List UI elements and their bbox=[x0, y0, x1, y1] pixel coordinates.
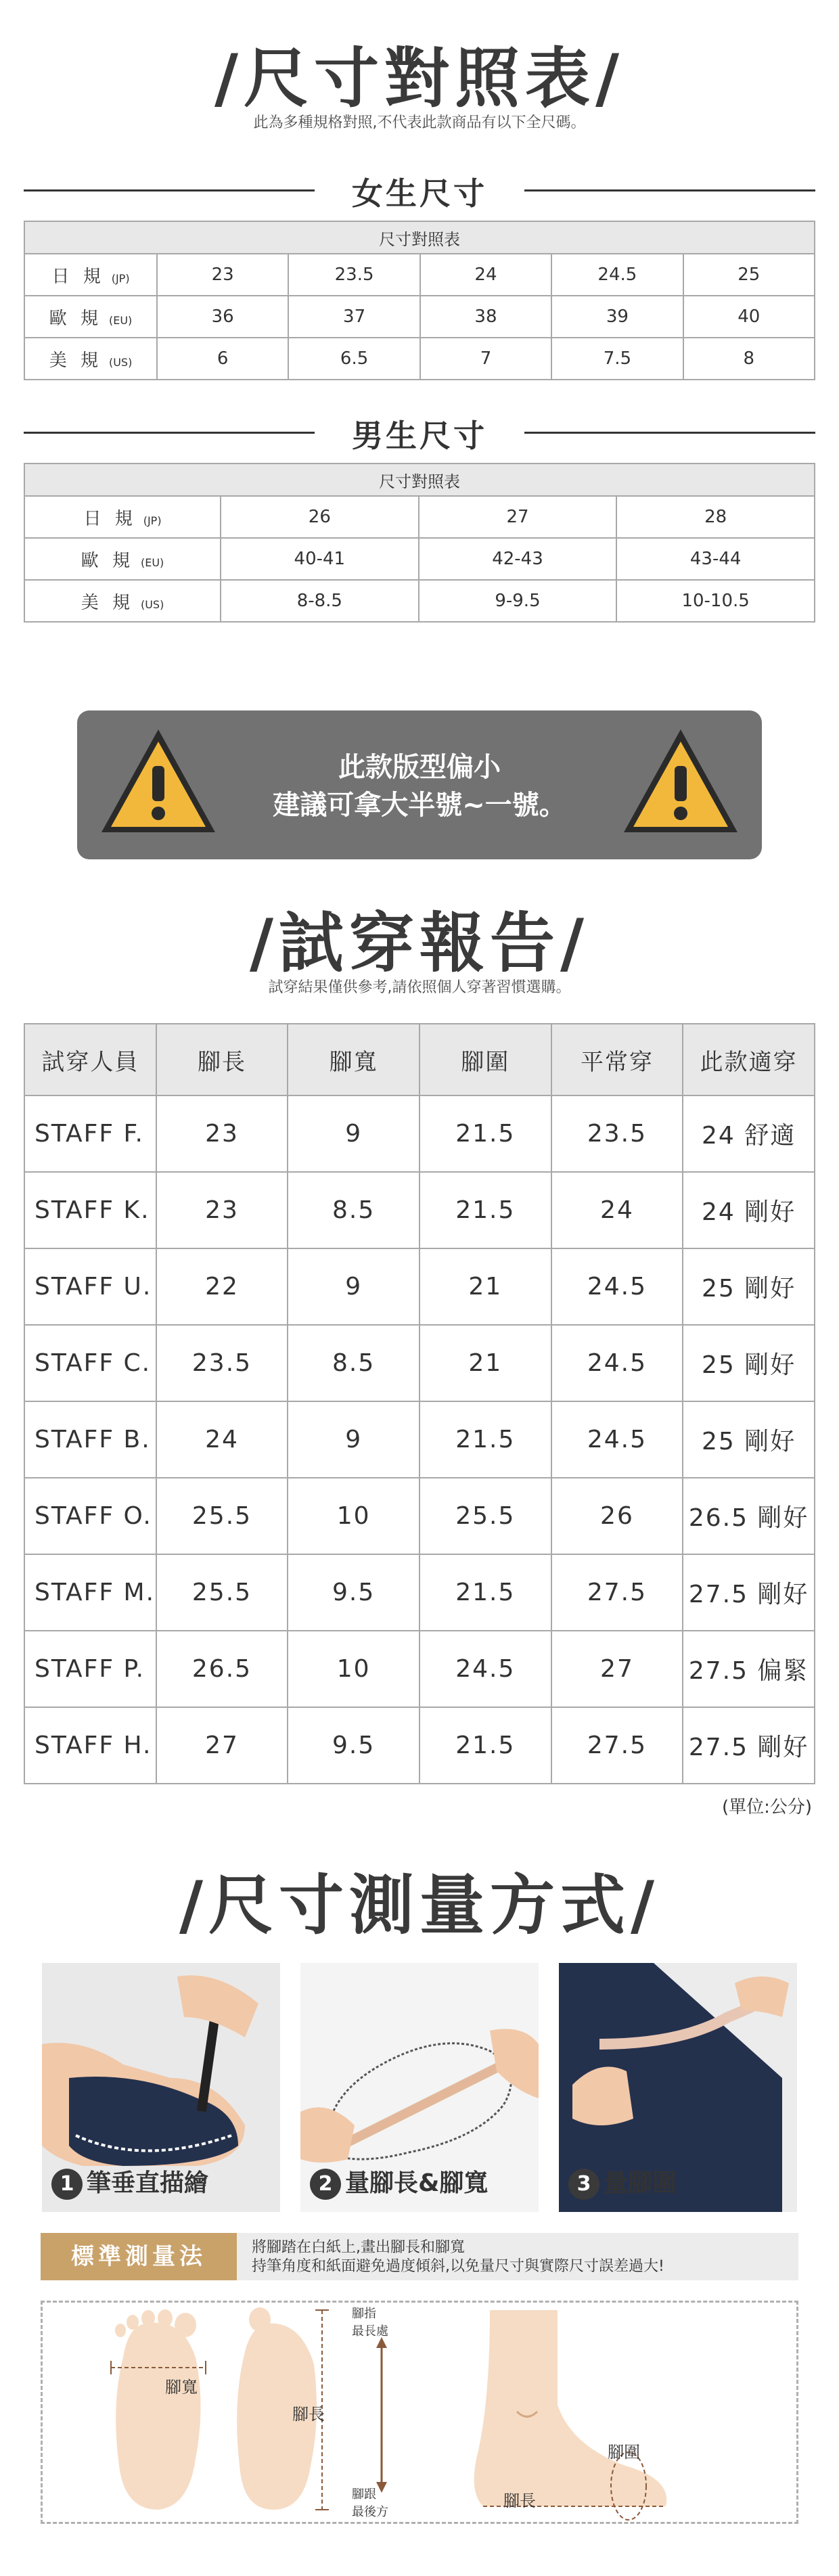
standard-method-text bbox=[252, 2238, 664, 2276]
size-chart-title: /尺寸對照表/ bbox=[214, 40, 625, 116]
table-row bbox=[24, 1401, 815, 1478]
row-code: (JP) bbox=[111, 271, 130, 285]
table-row bbox=[24, 1554, 815, 1631]
table-cell: 9 bbox=[288, 1095, 420, 1172]
column-header: 此款適穿 bbox=[683, 1024, 815, 1095]
row-code: (US) bbox=[108, 355, 133, 369]
table-cell: 24.5 bbox=[551, 1401, 683, 1478]
table-cell: 25 剛好 bbox=[683, 1325, 815, 1401]
staff-name: STAFF M. bbox=[24, 1554, 156, 1631]
table-cell: 43-44 bbox=[616, 538, 815, 580]
staff-name: STAFF K. bbox=[24, 1172, 156, 1248]
step-caption bbox=[51, 2164, 208, 2200]
step-label: 量腳長&腳寬 bbox=[345, 2169, 489, 2197]
men-heading: 男生尺寸 bbox=[352, 417, 487, 454]
table-row bbox=[24, 1631, 815, 1707]
women-section-header bbox=[24, 169, 815, 210]
step-number: 2 bbox=[310, 2169, 341, 2200]
table-cell: 23.5 bbox=[288, 254, 420, 296]
row-label: 日 規 bbox=[51, 266, 105, 287]
table-row bbox=[24, 580, 815, 622]
table-cell: 24.5 bbox=[551, 254, 683, 296]
table-row bbox=[24, 1325, 815, 1401]
women-heading: 女生尺寸 bbox=[352, 175, 487, 212]
staff-name: STAFF H. bbox=[24, 1707, 156, 1784]
table-cell: 37 bbox=[288, 296, 420, 338]
row-label: 歐 規 bbox=[49, 308, 102, 329]
measure-photo-1 bbox=[42, 1963, 280, 2212]
table-cell: 7 bbox=[420, 338, 551, 380]
table-cell: 24 bbox=[420, 254, 551, 296]
warning-left-icon bbox=[97, 724, 219, 839]
step-caption bbox=[310, 2164, 488, 2200]
table-cell: 28 bbox=[616, 496, 815, 538]
girth-label: 腳圍 bbox=[608, 2443, 640, 2462]
standard-line-1: 將腳踏在白紙上,畫出腳長和腳寬 bbox=[252, 2239, 465, 2256]
column-header: 腳圍 bbox=[420, 1024, 551, 1095]
measure-title: /尺寸測量方式/ bbox=[179, 1867, 660, 1943]
row-label: 美 規 bbox=[81, 592, 134, 613]
unit-note: (單位:公分) bbox=[721, 1797, 812, 1817]
table-cell: 8.5 bbox=[288, 1325, 420, 1401]
table-cell: 26 bbox=[551, 1478, 683, 1554]
table-cell: 25 剛好 bbox=[683, 1401, 815, 1478]
staff-name: STAFF U. bbox=[24, 1248, 156, 1325]
table-row bbox=[24, 338, 815, 380]
table-row bbox=[24, 1248, 815, 1325]
row-label: 歐 規 bbox=[81, 550, 134, 571]
table-cell: 10 bbox=[288, 1478, 420, 1554]
row-code: (EU) bbox=[108, 313, 133, 327]
table-cell: 36 bbox=[157, 296, 288, 338]
table-row bbox=[24, 1172, 815, 1248]
row-code: (JP) bbox=[143, 514, 162, 527]
table-cell: 25 bbox=[683, 254, 815, 296]
heel-label-line-2: 最後方 bbox=[352, 2505, 388, 2519]
measure-photo-3 bbox=[559, 1963, 797, 2212]
table-cell: 26 bbox=[221, 496, 419, 538]
table-cell: 24.5 bbox=[551, 1248, 683, 1325]
standard-method-tag: 標準測量法 bbox=[41, 2233, 237, 2280]
warning-line-1: 此款版型偏小 bbox=[338, 752, 501, 783]
warning-text bbox=[226, 748, 613, 824]
table-cell: 21.5 bbox=[420, 1172, 551, 1248]
table-cell: 23 bbox=[156, 1172, 288, 1248]
step-label: 筆垂直描繪 bbox=[87, 2169, 209, 2197]
column-header: 平常穿 bbox=[551, 1024, 683, 1095]
table-cell: 10-10.5 bbox=[616, 580, 815, 622]
step-number: 1 bbox=[51, 2169, 83, 2200]
table-cell: 40-41 bbox=[221, 538, 419, 580]
table-header-row bbox=[24, 1024, 815, 1095]
staff-name: STAFF C. bbox=[24, 1325, 156, 1401]
table-cell: 26.5 剛好 bbox=[683, 1478, 815, 1554]
table-row bbox=[24, 254, 815, 296]
table-cell: 26.5 bbox=[156, 1631, 288, 1707]
table-cell: 27.5 bbox=[551, 1554, 683, 1631]
report-subtitle: 試穿結果僅供參考,請依照個人穿著習慣選購。 bbox=[268, 979, 571, 996]
table-cell: 6.5 bbox=[288, 338, 420, 380]
side-length-label: 腳長 bbox=[503, 2491, 536, 2510]
table-cell: 9 bbox=[288, 1401, 420, 1478]
column-header: 試穿人員 bbox=[24, 1024, 156, 1095]
table-cell: 24.5 bbox=[551, 1325, 683, 1401]
table-cell: 24 bbox=[156, 1401, 288, 1478]
toe-label-line-1: 腳指 bbox=[352, 2307, 376, 2321]
row-label: 日 規 bbox=[83, 508, 137, 529]
report-title: /試穿報告/ bbox=[249, 905, 590, 981]
heel-label bbox=[352, 2485, 388, 2520]
table-cell: 8.5 bbox=[288, 1172, 420, 1248]
table-cell: 40 bbox=[683, 296, 815, 338]
table-cell: 23.5 bbox=[551, 1095, 683, 1172]
table-cell: 24 舒適 bbox=[683, 1095, 815, 1172]
table-cell: 39 bbox=[551, 296, 683, 338]
column-header: 腳長 bbox=[156, 1024, 288, 1095]
women-table-caption: 尺寸對照表 bbox=[24, 221, 815, 254]
table-cell: 6 bbox=[157, 338, 288, 380]
women-size-table bbox=[24, 221, 815, 380]
table-cell: 25 剛好 bbox=[683, 1248, 815, 1325]
men-size-table bbox=[24, 463, 815, 623]
heel-label-line-1: 腳跟 bbox=[352, 2487, 376, 2502]
table-cell: 21 bbox=[420, 1248, 551, 1325]
table-cell: 38 bbox=[420, 296, 551, 338]
report-table bbox=[24, 1023, 815, 1784]
step-number: 3 bbox=[568, 2169, 599, 2200]
length-label: 腳長 bbox=[292, 2405, 325, 2424]
table-cell: 25.5 bbox=[156, 1478, 288, 1554]
table-cell: 27.5 剛好 bbox=[683, 1554, 815, 1631]
size-chart-subtitle: 此為多種規格對照,不代表此款商品有以下全尺碼。 bbox=[253, 114, 586, 131]
table-cell: 21.5 bbox=[420, 1401, 551, 1478]
row-code: (EU) bbox=[140, 556, 164, 569]
standard-line-2: 持筆角度和紙面避免過度傾斜,以免量尺寸與實際尺寸誤差過大! bbox=[252, 2258, 664, 2275]
table-cell: 25.5 bbox=[156, 1554, 288, 1631]
men-section-header bbox=[24, 411, 815, 452]
foot-measurement-diagram bbox=[43, 2303, 796, 2521]
row-label: 美 規 bbox=[49, 350, 102, 371]
table-cell: 24 剛好 bbox=[683, 1172, 815, 1248]
warning-right-icon bbox=[620, 724, 742, 839]
step-label: 量腳圍 bbox=[604, 2169, 677, 2197]
table-cell: 27.5 剛好 bbox=[683, 1707, 815, 1784]
table-cell: 7.5 bbox=[551, 338, 683, 380]
table-cell: 21.5 bbox=[420, 1554, 551, 1631]
table-cell: 25.5 bbox=[420, 1478, 551, 1554]
table-row bbox=[24, 496, 815, 538]
toe-label-line-2: 最長處 bbox=[352, 2324, 388, 2338]
table-row bbox=[24, 538, 815, 580]
men-table-caption: 尺寸對照表 bbox=[24, 464, 815, 496]
table-cell: 27.5 bbox=[551, 1707, 683, 1784]
table-row bbox=[24, 1095, 815, 1172]
table-cell: 21.5 bbox=[420, 1095, 551, 1172]
staff-name: STAFF O. bbox=[24, 1478, 156, 1554]
table-cell: 27 bbox=[156, 1707, 288, 1784]
table-cell: 27 bbox=[419, 496, 617, 538]
table-cell: 23 bbox=[156, 1095, 288, 1172]
table-cell: 9.5 bbox=[288, 1554, 420, 1631]
table-cell: 24 bbox=[551, 1172, 683, 1248]
table-cell: 21.5 bbox=[420, 1707, 551, 1784]
row-code: (US) bbox=[140, 597, 164, 611]
table-cell: 9.5 bbox=[288, 1707, 420, 1784]
table-cell: 22 bbox=[156, 1248, 288, 1325]
table-cell: 24.5 bbox=[420, 1631, 551, 1707]
staff-name: STAFF F. bbox=[24, 1095, 156, 1172]
table-cell: 8 bbox=[683, 338, 815, 380]
table-cell: 27 bbox=[551, 1631, 683, 1707]
column-header: 腳寬 bbox=[288, 1024, 420, 1095]
table-row bbox=[24, 296, 815, 338]
table-cell: 9-9.5 bbox=[419, 580, 617, 622]
foot-sole-left bbox=[115, 2309, 201, 2510]
toe-label bbox=[352, 2304, 388, 2339]
table-cell: 9 bbox=[288, 1248, 420, 1325]
table-cell: 8-8.5 bbox=[221, 580, 419, 622]
warning-banner bbox=[77, 710, 762, 859]
table-cell: 23.5 bbox=[156, 1325, 288, 1401]
table-cell: 10 bbox=[288, 1631, 420, 1707]
step-caption bbox=[568, 2164, 677, 2200]
table-row bbox=[24, 1707, 815, 1784]
warning-line-2: 建議可拿大半號~一號。 bbox=[273, 790, 566, 821]
table-cell: 23 bbox=[157, 254, 288, 296]
staff-name: STAFF B. bbox=[24, 1401, 156, 1478]
measure-photo-2 bbox=[300, 1963, 539, 2212]
table-cell: 27.5 偏緊 bbox=[683, 1631, 815, 1707]
staff-name: STAFF P. bbox=[24, 1631, 156, 1707]
table-row bbox=[24, 1478, 815, 1554]
width-label: 腳寬 bbox=[165, 2378, 198, 2397]
table-cell: 42-43 bbox=[419, 538, 617, 580]
table-cell: 21 bbox=[420, 1325, 551, 1401]
